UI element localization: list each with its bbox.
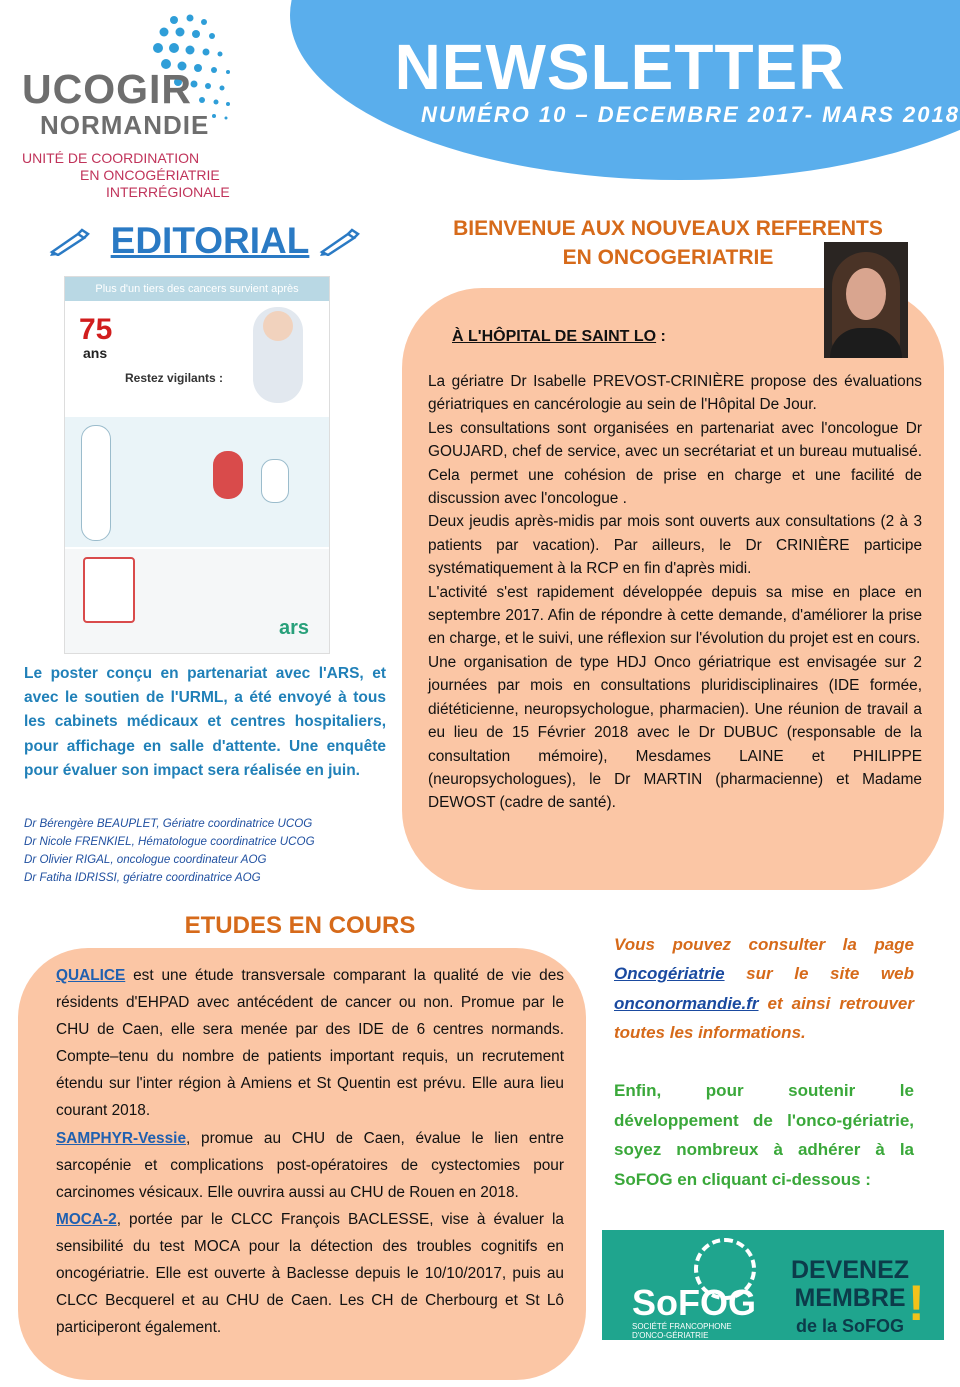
poster-age: 75	[79, 313, 113, 346]
hospital-paragraph: Une organisation de type HDJ Onco gériatrique est envisagée sur 2 journées par mois en consultations pluridisciplinaires (IDE formée, diététicienne, neuropsychologue, pharmacien). Une réunion de travail a eu lieu de 15 Février 2018 avec le Dr DUBUC (responsable de la consultation mémoire), Mesdames LAINE et PHILIPPE (neuropsychologues), le Dr MARTIN (pharmacienne) et Madame DEWOST (cadre de santé).	[428, 653, 922, 812]
newsletter-issue: NUMÉRO 10 – DECEMBRE 2017- MARS 2018	[420, 102, 960, 127]
hospital-paragraph: La gériatre Dr Isabelle PREVOST-CRINIÈRE propose des évaluations gériatriques en cancérologie au sein de l'Hôpital De Jour.	[428, 373, 922, 414]
sofog-name: SoFOG	[632, 1282, 756, 1323]
newsletter-title: NEWSLETTER	[394, 31, 846, 103]
photo-face	[846, 268, 886, 320]
nurse-illustration	[261, 459, 289, 503]
sofog-exclamation: !	[908, 1275, 925, 1331]
signature-line: Dr Fatiha IDRISSI, gériatre coordinatrice AOG	[24, 871, 261, 884]
hospital-heading-label: À L'HÔPITAL DE SAINT LO	[452, 328, 657, 345]
sofog-subtitle	[632, 1322, 732, 1340]
consult-note	[614, 930, 914, 1047]
logo-text-ucogir: UCOGIR	[22, 66, 192, 112]
editorial-signatures	[24, 815, 386, 887]
signature-line: Dr Bérengère BEAUPLET, Gériatre coordinatrice UCOG	[24, 817, 313, 830]
onconormandie-link[interactable]: onconormandie.fr	[614, 993, 759, 1013]
sofog-cta	[790, 1256, 910, 1340]
signature-line: Dr Olivier RIGAL, oncologue coordinateur AOG	[24, 853, 267, 866]
ars-logo: ars	[279, 617, 310, 639]
hospital-heading	[452, 328, 666, 346]
sofog-cta-line: de la SoFOG	[795, 1316, 905, 1336]
logo-tagline-line: UNITÉ DE COORDINATION	[22, 150, 200, 166]
consult-text: et ainsi retrouver toutes les informations.	[614, 993, 914, 1042]
referent-photo	[824, 242, 908, 358]
study-item	[56, 962, 564, 1125]
hospital-body	[428, 370, 922, 815]
study-text: , promue au CHU de Caen, évalue le lien entre sarcopénie et complications post-opératoires de cystectomies pour carcinomes vésicaux. Elle ouvrira aussi au CHU de Rouen en 2018.	[56, 1129, 564, 1201]
patient-illustration	[213, 451, 243, 499]
logo-text-normandie: NORMANDIE	[40, 110, 210, 140]
editorial-body: Le poster conçu en partenariat avec l'ARS, et avec le soutien de l'URML, a été envoyé à tous les cabinets médicaux et centres hospitaliers, pour affichage en salle d'attente. Une enquête pour évaluer son impact sera réalisée en juin.	[24, 665, 386, 779]
poster-banner: Plus d'un tiers des cancers survient après	[65, 277, 329, 301]
awareness-poster	[64, 276, 330, 654]
sofog-invitation: Enfin, pour soutenir le développement de l'onco-gériatrie, soyez nombreux à adhérer à la SoFOG en cliquant ci-dessous :	[614, 1081, 914, 1189]
sofog-cta-line: MEMBRE	[794, 1284, 906, 1312]
consult-text: Vous pouvez consulter la page	[614, 935, 914, 954]
hospital-paragraph: L'activité s'est rapidement développée depuis sa mise en place en septembre 2017. Afin de répondre à cette demande, d'améliorer la prise en charge, et le suivi, une réflexion sur l'évolution du projet est en cours.	[428, 583, 922, 648]
sofog-subtitle-line: SOCIÉTÉ FRANCOPHONE	[632, 1322, 732, 1331]
sofog-subtitle-line: D'ONCO-GÉRIATRIE	[632, 1331, 709, 1340]
logo-tagline-line: EN ONCOGÉRIATRIE	[80, 167, 220, 183]
studies-body	[56, 962, 564, 1341]
study-link-samphyr[interactable]: SAMPHYR-Vessie	[56, 1129, 187, 1147]
study-text: est une étude transversale comparant la qualité de vie des résidents d'EHPAD avec antécédent de cancer ou non. Promue par le CHU de Caen, elle sera menée par des IDE de 6 centres normands. Compte–tenu du nombre de patients important requis, un recrutement étendu sur l'inter région à Amiens et St Quentin est prévu. Elle aura lieu courant 2018.	[56, 967, 564, 1120]
logo-tagline-line: INTERRÉGIONALE	[106, 184, 230, 200]
pen-icon	[318, 228, 362, 256]
study-item	[56, 1206, 564, 1341]
study-item	[56, 1125, 564, 1206]
editorial-title: EDITORIAL	[110, 220, 310, 261]
hospital-paragraph: Les consultations sont organisées en partenariat avec l'oncologue Dr GOUJARD, chef de service, avec un secrétariat et un bureau mutualisé. Cela permet une cohésion de prise en charge et une facilité de discussion avec l'oncologue .	[428, 419, 922, 508]
oncogeriatrie-link[interactable]: Oncogériatrie	[614, 964, 725, 984]
study-link-moca[interactable]: MOCA-2	[56, 1210, 117, 1228]
hospital-heading-suffix: :	[656, 328, 666, 345]
welcome-title-line: EN ONCOGERIATRIE	[562, 246, 774, 269]
consult-text: sur le site web	[724, 964, 914, 984]
hospital-paragraph: Deux jeudis après-midis par mois sont ouverts aux consultations (2 à 3 patients par vacation). Par ailleurs, le Dr CRINIÈRE participe systématiquement à la RCP en fin d'après midi.	[428, 513, 922, 578]
sofog-membership-banner[interactable]	[602, 1230, 944, 1340]
poster-panel-consultation	[65, 417, 329, 547]
study-link-qualice[interactable]: QUALICE	[56, 967, 126, 984]
studies-title: ETUDES EN COURS	[184, 912, 416, 939]
welcome-title-line: BIENVENUE AUX NOUVEAUX REFERENTS	[453, 217, 883, 240]
poster-vigilance: Restez vigilants :	[125, 371, 224, 385]
clipboard-illustration	[83, 557, 135, 623]
ucogir-logo	[14, 10, 244, 200]
poster-age-unit: ans	[83, 345, 108, 361]
signature-line: Dr Nicole FRENKIEL, Hématologue coordinatrice UCOG	[24, 835, 315, 848]
elderly-man-head-illustration	[263, 311, 293, 341]
sofog-cta-line: DEVENEZ	[790, 1256, 910, 1284]
doctor-illustration	[81, 425, 111, 541]
study-text: , portée par le CLCC François BACLESSE, vise à évaluer la sensibilité du test MOCA pour la détection des troubles cognitifs en oncogériatrie. Elle est ouverte à Baclesse depuis le 10/10/2017, puis au CLCC Becquerel et au CHU de Caen. Les CH de Cherbourg et St Lô participeront également.	[56, 1210, 564, 1337]
logo-tagline	[22, 150, 230, 201]
